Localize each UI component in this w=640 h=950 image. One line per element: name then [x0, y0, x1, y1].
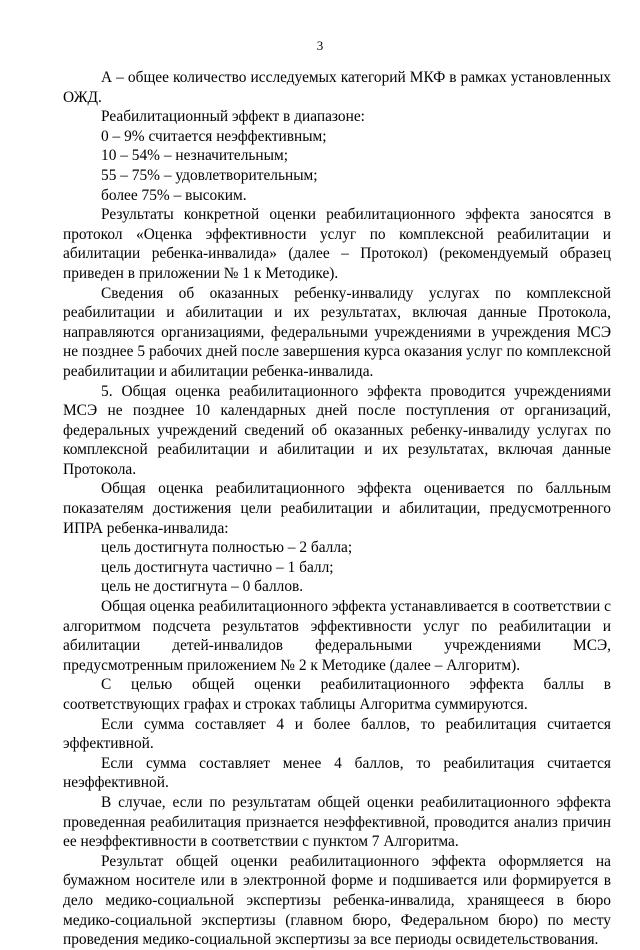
score-item-full: цель достигнута полностью – 2 балла;: [101, 539, 353, 557]
document-body: [63, 68, 611, 950]
range-item-satisfactory: 55 – 75% – удовлетворительным;: [101, 166, 318, 184]
score-item-none: цель не достигнута – 0 баллов.: [101, 578, 304, 596]
paragraph-analysis: В случае, если по результатам общей оценки реабилитационного эффекта проведенная реабилитация признается неэффективной, проводится анализ причин ее неэффективности в соответствии с пунктом 7 Алгоритма.: [63, 793, 611, 851]
score-item-partial: цель достигнута частично – 1 балл;: [101, 558, 334, 576]
paragraph-effective: Если сумма составляет 4 и более баллов, то реабилитация считается эффективной.: [63, 715, 611, 753]
paragraph-sum: С целью общей оценки реабилитационного эффекта баллы в соответствующих графах и строках таблицы Алгоритма суммируются.: [63, 676, 611, 713]
paragraph-section-5: 5. Общая оценка реабилитационного эффекта проводится учреждениями МСЭ не позднее 10 календарных дней после поступления от организаций, федеральных учреждений сведений об оказанных ребенку-инвалиду услугах по комплексной реабилитации и абилитации и их результатах, включая данные Протокола.: [63, 382, 611, 478]
paragraph-coefficient-a: А – общее количество исследуемых категорий МКФ в рамках установленных ОЖД.: [63, 69, 611, 106]
paragraph-ineffective: Если сумма составляет менее 4 баллов, то реабилитация считается неэффективной.: [63, 754, 611, 792]
paragraph-result-filing: Результат общей оценки реабилитационного эффекта оформляется на бумажном носителе или в электронной форме и подшивается или формируется в дело медико-социальной экспертизы ребенка-инвалида, хранящееся в бюро медико-социальной экспертизы (главном бюро, Федеральном бюро) по месту проведения медико-социальной экспертизы за все периоды освидетельствования.: [63, 852, 611, 949]
paragraph-score-intro: Общая оценка реабилитационного эффекта оценивается по балльным показателям достижения цели реабилитации и абилитации, предусмотренного ИПРА ребенка-инвалида:: [63, 480, 611, 537]
range-item-ineffective: 0 – 9% считается неэффективным;: [101, 127, 327, 145]
range-intro-line: Реабилитационный эффект в диапазоне:: [101, 108, 365, 126]
paragraph-protocol: Результаты конкретной оценки реабилитационного эффекта заносятся в протокол «Оценка эффективности услуг по комплексной реабилитации и абилитации ребенка-инвалида» (далее – Протокол) (рекомендуемый образец приведен в приложении № 1 к Методике).: [63, 206, 611, 282]
paragraph-algorithm: Общая оценка реабилитационного эффекта устанавливается в соответствии с алгоритмом подсчета результатов эффективности услуг по реабилитации и абилитации детей-инвалидов федеральными учреждениями МСЭ, предусмотренным приложением № 2 к Методике (далее – Алгоритм).: [63, 598, 611, 674]
paragraph-services-info: Сведения об оказанных ребенку-инвалиду услугах по комплексной реабилитации и абилитации и их результатах, включая данные Протокола, направляются организациями, федеральными учреждениями в учреждения МСЭ не позднее 5 рабочих дней после завершения курса оказания услуг по комплексной реабилитации и абилитации ребенка-инвалида.: [63, 284, 611, 380]
page-number: 3: [316, 38, 324, 53]
range-item-high: более 75% – высоким.: [101, 186, 247, 204]
range-item-insignificant: 10 – 54% – незначительным;: [101, 147, 288, 165]
